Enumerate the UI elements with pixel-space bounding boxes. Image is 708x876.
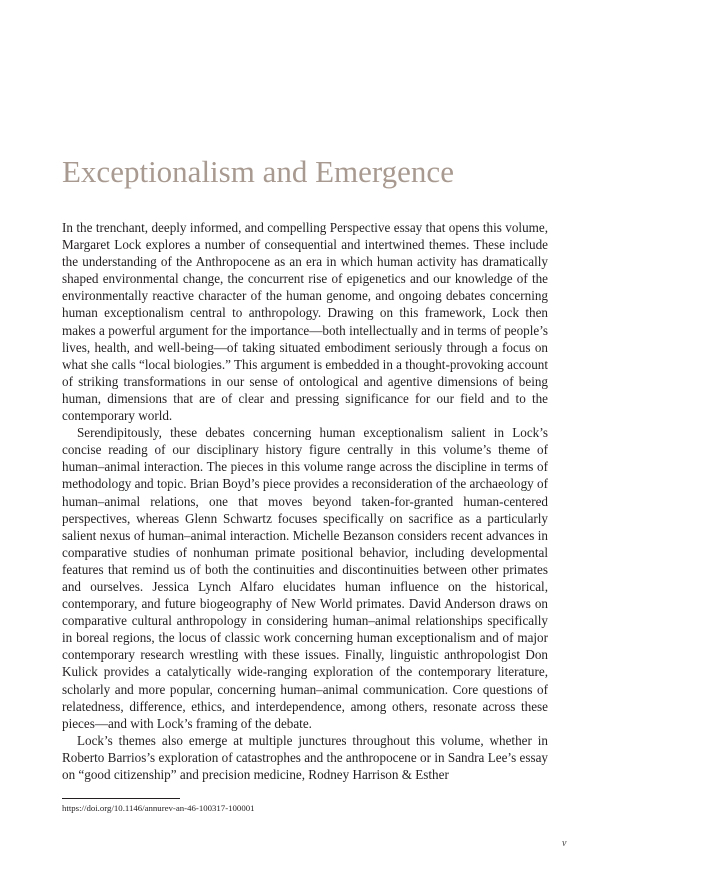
article-body [62, 219, 548, 783]
page-title: Exceptionalism and Emergence [62, 154, 454, 189]
doi-footnote: https://doi.org/10.1146/annurev-an-46-100317-100001 [62, 803, 255, 813]
page-number: v [562, 838, 567, 849]
paragraph: Serendipitously, these debates concerning human exceptionalism salient in Lock’s concise reading of our disciplinary history figure centrally in this volume’s theme of human–animal interaction. The pieces in this volume range across the discipline in terms of methodology and topic. Brian Boyd’s piece provides a reconsideration of the archaeology of human–animal relations, one that moves beyond taken-for-granted human-centered perspectives, whereas Glenn Schwartz focuses specifically on sacrifice as a particularly salient nexus of human–animal interaction. Michelle Bezanson considers recent advances in comparative studies of nonhuman primate positional behavior, including developmental features that remind us of both the continuities and discontinuities between other primates and ourselves. Jessica Lynch Alfaro elucidates human influence on the historical, contemporary, and future biogeography of New World primates. David Anderson draws on comparative cultural anthropology in considering human–animal relationships specifically in boreal regions, the locus of classic work concerning human exceptionalism and of major contemporary research wrestling with these issues. Finally, linguistic anthropologist Don Kulick provides a catalytically wide-ranging exploration of the contemporary literature, scholarly and more popular, concerning human–animal communication. Core questions of relatedness, difference, ethics, and interdependence, among others, resonate across these pieces—and with Lock’s framing of the debate. [62, 425, 548, 731]
footnote-divider [62, 798, 180, 799]
paragraph: In the trenchant, deeply informed, and compelling Perspective essay that opens this volume, Margaret Lock explores a number of consequential and intertwined themes. These include the understanding of the Anthropocene as an era in which human activity has dramatically shaped environmental change, the concurrent rise of epigenetics and our knowledge of the environmentally reactive character of the human genome, and ongoing debates concerning human exceptionalism central to anthropology. Drawing on this framework, Lock then makes a powerful argument for the importance—both intellectually and in terms of people’s lives, health, and well-being—of taking situated embodiment seriously through a focus on what she calls “local biologies.” This argument is embedded in a thought-provoking account of striking transformations in our sense of ontological and agentive dimensions of being human, dimensions that are of clear and pressing significance for our field and to the contemporary world. [62, 220, 548, 424]
paragraph: Lock’s themes also emerge at multiple junctures throughout this volume, whether in Roberto Barrios’s exploration of catastrophes and the anthropocene or in Sandra Lee’s essay on “good citizenship” and precision medicine, Rodney Harrison & Esther [62, 732, 548, 782]
